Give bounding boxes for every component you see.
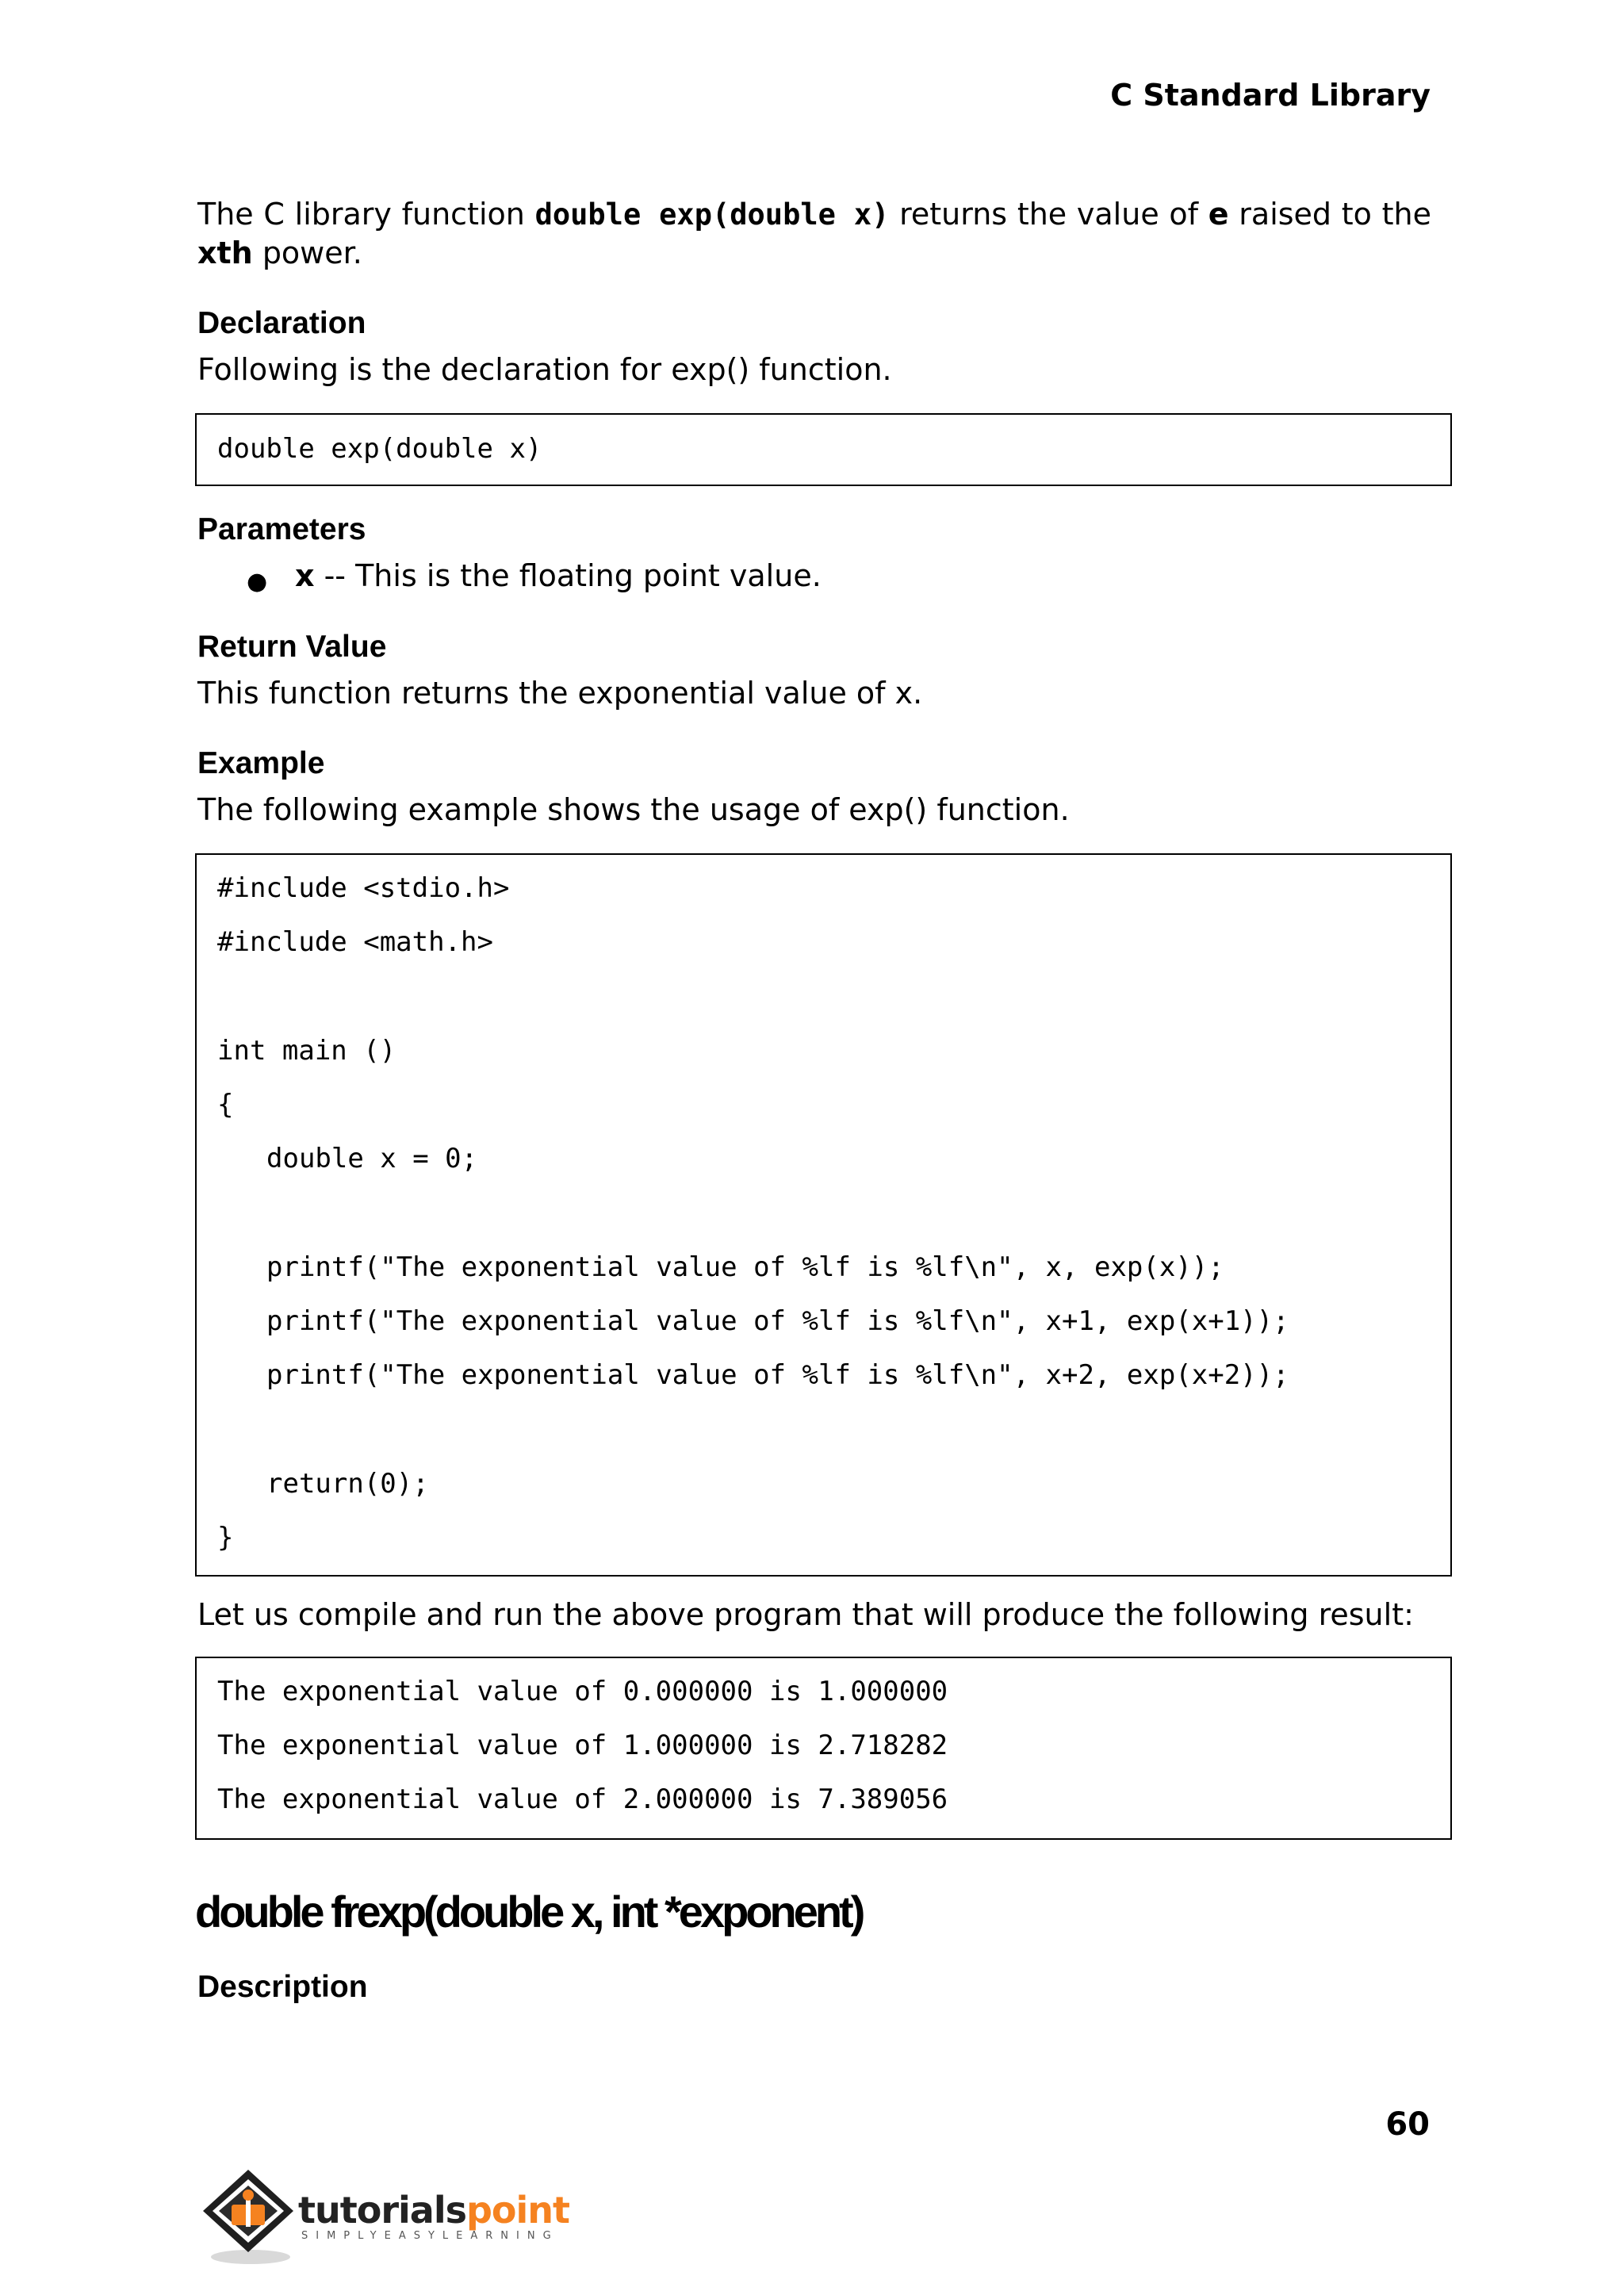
code-line: printf("The exponential value of %lf is %lf\n", x+2, exp(x+2)); xyxy=(266,1359,1289,1391)
declaration-heading: Declaration xyxy=(197,306,366,340)
parameter-desc: -- This is the floating point value. xyxy=(314,558,822,593)
bullet-icon: ● xyxy=(247,568,268,596)
code-line: double x = 0; xyxy=(266,1143,478,1174)
code-line: } xyxy=(217,1522,234,1554)
output-box xyxy=(195,1657,1452,1840)
page-number: 60 xyxy=(1385,2106,1430,2143)
page-header-title: C Standard Library xyxy=(1110,78,1431,113)
description-heading: Description xyxy=(197,1970,368,2004)
output-line: The exponential value of 1.000000 is 2.718282 xyxy=(217,1730,948,1761)
e-symbol: e xyxy=(1208,197,1229,232)
parameter-name: x xyxy=(295,558,315,593)
parameter-item xyxy=(295,558,822,593)
code-line: double exp(double x) xyxy=(217,433,542,465)
declaration-text: Following is the declaration for exp() function. xyxy=(197,352,892,387)
code-line: printf("The exponential value of %lf is %lf\n", x+1, exp(x+1)); xyxy=(266,1305,1289,1337)
logo-wordmark: tutorialspoint xyxy=(298,2189,570,2232)
code-line: return(0); xyxy=(266,1468,429,1500)
output-line: The exponential value of 2.000000 is 7.389056 xyxy=(217,1784,948,1815)
code-line: int main () xyxy=(217,1035,396,1067)
output-line: The exponential value of 0.000000 is 1.000000 xyxy=(217,1676,948,1707)
return-value-text: This function returns the exponential value of x. xyxy=(197,676,923,711)
example-text: The following example shows the usage of exp() function. xyxy=(197,792,1070,827)
code-line: #include <math.h> xyxy=(217,926,493,958)
example-code-box xyxy=(195,853,1452,1577)
intro-paragraph: The C library function double exp(double x) returns the value of e raised to the xth power. xyxy=(197,197,1432,270)
parameters-heading: Parameters xyxy=(197,512,366,546)
logo-tagline: SIMPLYEASYLEARNING xyxy=(301,2230,559,2242)
function-signature: double exp(double x) xyxy=(534,197,890,232)
tutorialspoint-logo-icon xyxy=(197,2165,300,2268)
xth-symbol: xth xyxy=(197,236,253,270)
declaration-code-box xyxy=(195,413,1452,486)
code-line: printf("The exponential value of %lf is %lf\n", x, exp(x)); xyxy=(266,1251,1224,1283)
return-value-heading: Return Value xyxy=(197,630,387,664)
code-line: #include <stdio.h> xyxy=(217,872,510,904)
compile-text: Let us compile and run the above program that will produce the following result: xyxy=(197,1597,1414,1632)
section-title: double frexp(double x, int *exponent) xyxy=(195,1887,863,1937)
example-heading: Example xyxy=(197,746,325,780)
code-line: { xyxy=(217,1089,234,1121)
